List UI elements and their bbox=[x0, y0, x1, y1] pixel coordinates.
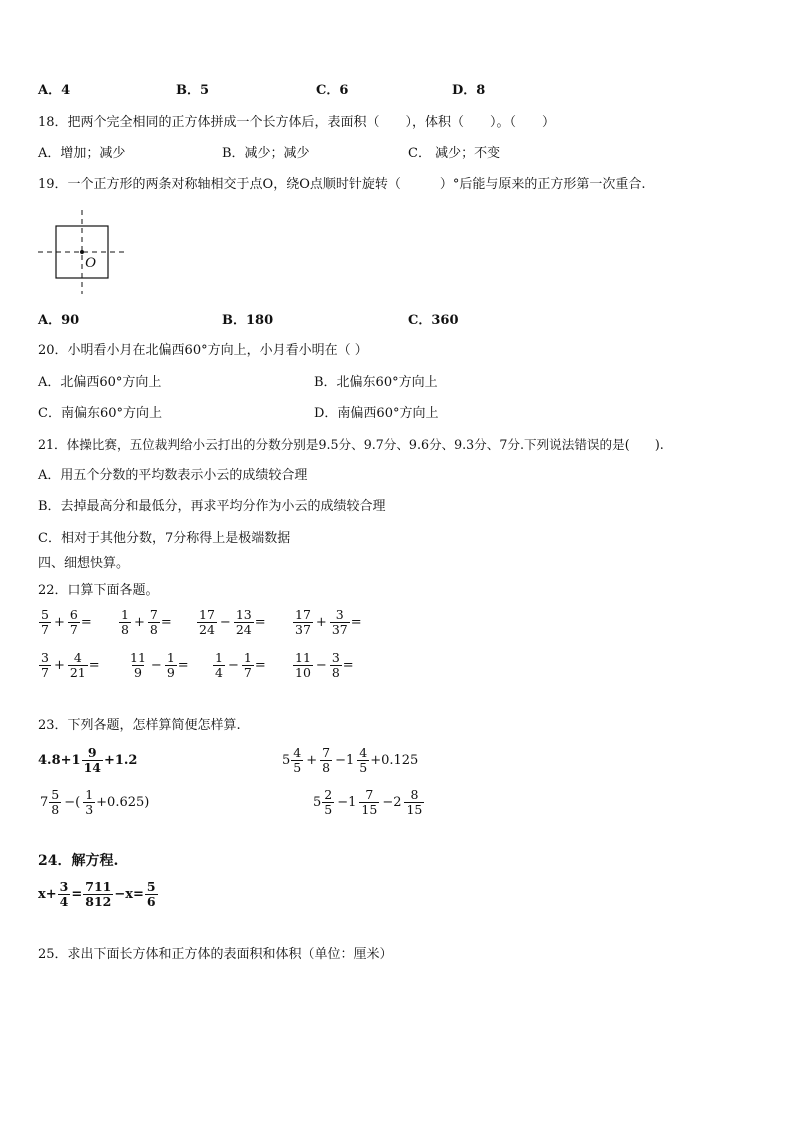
fraction: $\frac{5}{7}$ bbox=[41, 607, 49, 637]
q20-option-a: A．北偏西60°方向上 bbox=[38, 375, 162, 390]
q21-option-a: A．用五个分数的平均数表示小云的成绩较合理 bbox=[38, 468, 308, 483]
square-symmetry-figure bbox=[36, 208, 130, 296]
fraction: $\frac{7}{8}$ bbox=[322, 745, 331, 775]
section-4-heading: 四、细想快算。 bbox=[38, 556, 130, 571]
point-o-label: O bbox=[85, 255, 96, 271]
q23-expression-2: 5 $\frac{4}{5}$ + $\frac{7}{8}$ −1 $\frac{4}{5}$ +0.125 bbox=[282, 745, 419, 775]
fraction: $\frac{5}{8}$ bbox=[51, 787, 60, 817]
fraction: $\frac{9}{14}$ bbox=[83, 745, 101, 775]
q22-item-4: $\frac{17}{37}$ + $\frac{3}{37}$ = bbox=[295, 607, 362, 637]
q22-item-6: $\frac{11}{9}$ − $\frac{1}{9}$ = bbox=[130, 650, 189, 680]
fraction: $\frac{11}{10}$ bbox=[295, 650, 311, 680]
q24-stem: 24．解方程. bbox=[38, 853, 119, 869]
fraction: $\frac{1}{9}$ bbox=[166, 650, 175, 680]
fraction: $\frac{1}{3}$ bbox=[85, 787, 94, 817]
center-point bbox=[80, 250, 84, 254]
fraction: $\frac{5}{6}$ bbox=[146, 879, 156, 909]
q21-stem: 21．体操比赛，五位裁判给小云打出的分数分别是9.5分、9.7分、9.6分、9.3分、7分.下列说法错误的是( ). bbox=[38, 437, 664, 452]
q20-option-d: D．南偏西60°方向上 bbox=[314, 406, 439, 421]
fraction: $\frac{3}{7}$ bbox=[41, 650, 49, 680]
fraction: $\frac{1}{8}$ bbox=[121, 607, 129, 637]
q19-stem: 19．一个正方形的两条对称轴相交于点O，绕O点顺时针旋转（ ）°后能与原来的正方形第一次重合. bbox=[38, 177, 646, 192]
fraction: $\frac{1}{7}$ bbox=[243, 650, 252, 680]
q18-stem: 18．把两个完全相同的正方体拼成一个长方体后，表面积（ ），体积（ ）。（ ） bbox=[38, 115, 556, 130]
q20-option-c: C．南偏东60°方向上 bbox=[38, 406, 162, 421]
fraction: $\frac{1}{4}$ bbox=[215, 650, 223, 680]
fraction: $\frac{7}{15}$ bbox=[361, 787, 378, 817]
fraction: $\frac{8}{15}$ bbox=[406, 787, 423, 817]
q18-option-b: B．减少；减少 bbox=[222, 146, 310, 161]
q22-stem: 22．口算下面各题。 bbox=[38, 583, 159, 598]
fraction: $\frac{4}{21}$ bbox=[69, 650, 86, 680]
q17-option-d: D．8 bbox=[452, 83, 486, 98]
fraction: $\frac{3}{37}$ bbox=[331, 607, 348, 637]
q18-option-a: A．增加；减少 bbox=[38, 146, 126, 161]
q20-stem: 20．小明看小月在北偏西60°方向上，小月看小明在（ ） bbox=[38, 343, 368, 358]
fraction: $\frac{711}{812}$ bbox=[85, 879, 112, 909]
q17-option-b: B．5 bbox=[176, 83, 210, 98]
q21-option-c: C．相对于其他分数，7分称得上是极端数据 bbox=[38, 531, 291, 546]
q22-item-5: $\frac{3}{7}$ + $\frac{4}{21}$ = bbox=[41, 650, 100, 680]
q22-item-7: $\frac{1}{4}$ − $\frac{1}{7}$ = bbox=[215, 650, 266, 680]
q23-stem: 23．下列各题，怎样算简便怎样算. bbox=[38, 718, 241, 733]
fraction: $\frac{4}{5}$ bbox=[293, 745, 302, 775]
q22-item-2: $\frac{1}{8}$ + $\frac{7}{8}$ = bbox=[121, 607, 172, 637]
q23-expression-1: 4.8+1 $\frac{9}{14}$ +1.2 bbox=[38, 745, 138, 775]
q19-option-c: C．360 bbox=[408, 313, 459, 328]
fraction: $\frac{6}{7}$ bbox=[69, 607, 78, 637]
fraction: $\frac{4}{5}$ bbox=[359, 745, 368, 775]
fraction: $\frac{11}{9}$ bbox=[130, 650, 146, 680]
q22-item-1: $\frac{5}{7}$ + $\frac{6}{7}$ = bbox=[41, 607, 92, 637]
q21-option-b: B．去掉最高分和最低分，再求平均分作为小云的成绩较合理 bbox=[38, 499, 386, 514]
q22-item-3: $\frac{17}{24}$ − $\frac{13}{24}$ = bbox=[199, 607, 266, 637]
fraction: $\frac{13}{24}$ bbox=[235, 607, 252, 637]
q20-option-b: B．北偏东60°方向上 bbox=[314, 375, 438, 390]
q22-item-8: $\frac{11}{10}$ − $\frac{3}{8}$ = bbox=[295, 650, 354, 680]
fraction: $\frac{2}{5}$ bbox=[324, 787, 333, 817]
q17-option-a: A．4 bbox=[38, 83, 71, 98]
q23-expression-3: 7 $\frac{5}{8}$ −( $\frac{1}{3}$ +0.625) bbox=[40, 787, 150, 817]
q17-option-c: C．6 bbox=[316, 83, 349, 98]
fraction: $\frac{7}{8}$ bbox=[149, 607, 158, 637]
q18-option-c: C． 减少；不变 bbox=[408, 146, 501, 161]
fraction: $\frac{17}{24}$ bbox=[199, 607, 215, 637]
q19-option-b: B．180 bbox=[222, 313, 274, 328]
q25-stem: 25．求出下面长方体和正方体的表面积和体积（单位：厘米） bbox=[38, 947, 393, 962]
q24-equation: x+ $\frac{3}{4}$ = $\frac{711}{812}$ −x= $\frac{5}{6}$ bbox=[38, 879, 156, 909]
q19-option-a: A．90 bbox=[38, 313, 80, 328]
fraction: $\frac{17}{37}$ bbox=[295, 607, 311, 637]
fraction: $\frac{3}{8}$ bbox=[331, 650, 340, 680]
q23-expression-4: 5 $\frac{2}{5}$ −1 $\frac{7}{15}$ −2 $\frac{8}{15}$ bbox=[313, 787, 423, 817]
fraction: $\frac{3}{4}$ bbox=[59, 879, 69, 909]
